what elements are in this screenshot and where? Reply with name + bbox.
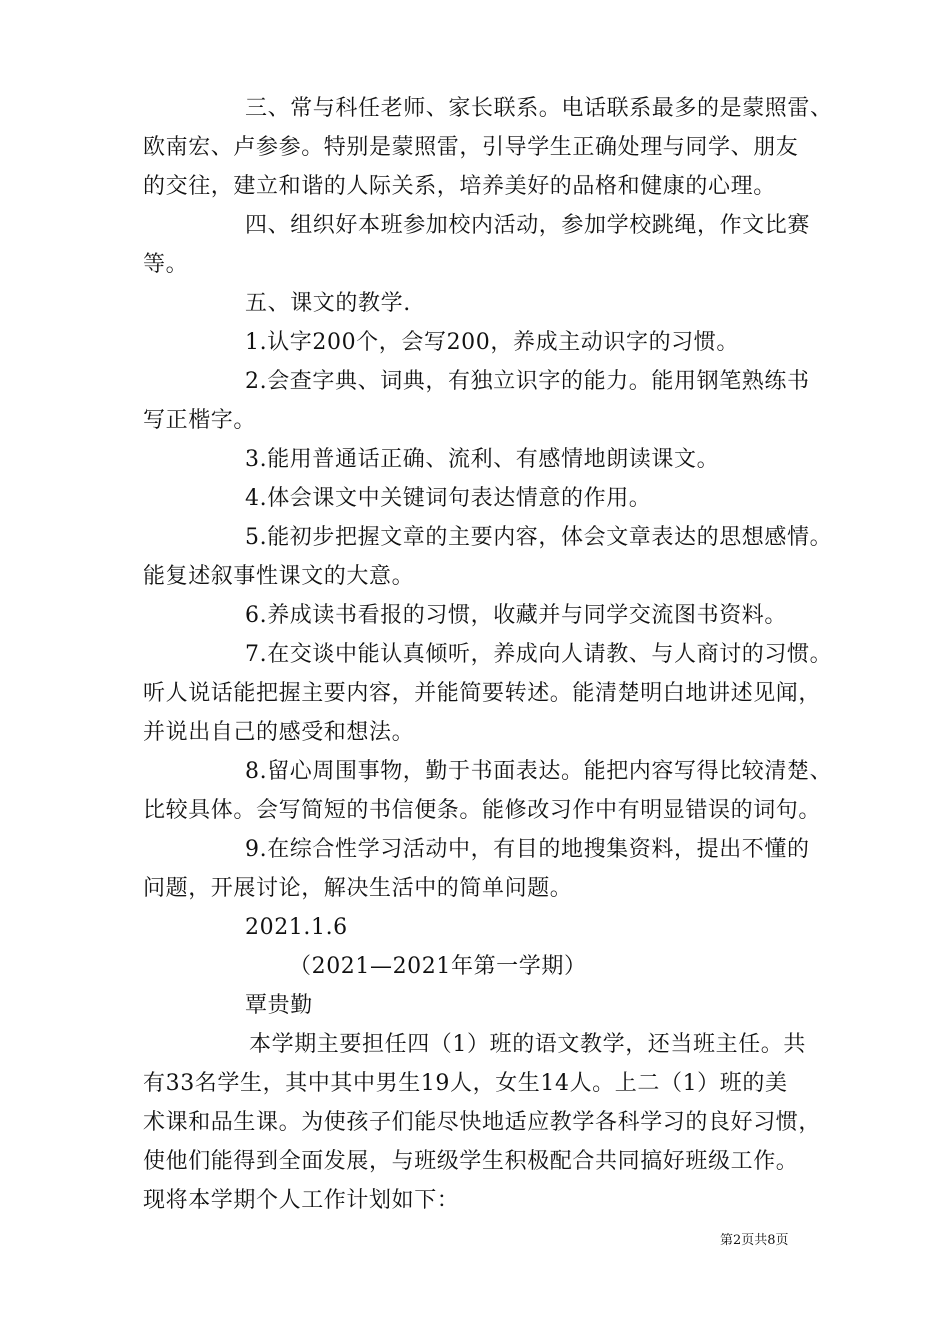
author-name: 覃贵勤 bbox=[245, 993, 313, 1018]
list-item: 7.在交谈中能认真倾听，养成向人请教、与人商讨的习惯。 bbox=[245, 642, 833, 667]
list-item-continuation: 能复述叙事性课文的大意。 bbox=[143, 564, 415, 589]
page-number: 第2页共8页 bbox=[720, 1233, 789, 1248]
list-item: 4.体会课文中关键词句表达情意的作用。 bbox=[245, 486, 652, 511]
list-item: 1.认字200个，会写200，养成主动识字的习惯。 bbox=[245, 330, 739, 355]
paragraph-line: 有33名学生，其中其中男生19人，女生14人。上二（1）班的美 bbox=[143, 1071, 788, 1096]
list-item: 5.能初步把握文章的主要内容，体会文章表达的思想感情。 bbox=[245, 525, 833, 550]
paragraph-line: 使他们能得到全面发展，与班级学生积极配合共同搞好班级工作。 bbox=[143, 1149, 799, 1174]
term-subtitle: （2021—2021年第一学期） bbox=[289, 954, 587, 979]
paragraph-line: 等。 bbox=[143, 252, 189, 277]
list-item-continuation: 听人说话能把握主要内容，并能简要转述。能清楚明白地讲述见闻， bbox=[143, 681, 822, 706]
list-item-continuation: 写正楷字。 bbox=[143, 408, 257, 433]
list-item: 2.会查字典、词典，有独立识字的能力。能用钢笔熟练书 bbox=[245, 369, 810, 394]
section-heading: 五、课文的教学. bbox=[245, 291, 411, 316]
list-item-continuation: 比较具体。会写简短的书信便条。能修改习作中有明显错误的词句。 bbox=[143, 798, 822, 823]
paragraph-line: 四、组织好本班参加校内活动，参加学校跳绳，作文比赛 bbox=[245, 213, 811, 238]
list-item: 6.养成读书看报的习惯，收藏并与同学交流图书资料。 bbox=[245, 603, 787, 628]
paragraph-line: 现将本学期个人工作计划如下： bbox=[143, 1188, 460, 1213]
list-item: 3.能用普通话正确、流利、有感情地朗读课文。 bbox=[245, 447, 720, 472]
paragraph-line: 欧南宏、卢参参。特别是蒙照雷，引导学生正确处理与同学、朋友 bbox=[143, 135, 799, 160]
document-date: 2021.1.6 bbox=[245, 915, 348, 940]
paragraph-line: 三、常与科任老师、家长联系。电话联系最多的是蒙照雷、 bbox=[245, 96, 833, 121]
list-item: 9.在综合性学习活动中，有目的地搜集资料，提出不懂的 bbox=[245, 837, 810, 862]
paragraph-line: 本学期主要担任四（1）班的语文教学，还当班主任。共 bbox=[249, 1032, 806, 1057]
list-item: 8.留心周围事物，勤于书面表达。能把内容写得比较清楚、 bbox=[245, 759, 833, 784]
list-item-continuation: 问题，开展讨论，解决生活中的简单问题。 bbox=[143, 876, 573, 901]
list-item-continuation: 并说出自己的感受和想法。 bbox=[143, 720, 415, 745]
paragraph-line: 术课和品生课。为使孩子们能尽快地适应教学各科学习的良好习惯， bbox=[143, 1110, 822, 1135]
paragraph-line: 的交往，建立和谐的人际关系，培养美好的品格和健康的心理。 bbox=[143, 174, 776, 199]
